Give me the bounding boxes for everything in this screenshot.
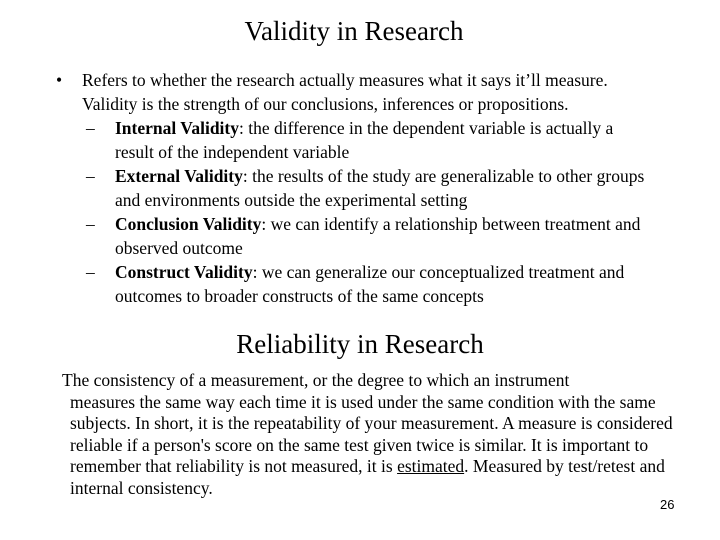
page-number: 26: [660, 497, 675, 512]
sub-desc: : the difference in the dependent variable is actually a result of the independent variable: [115, 118, 614, 162]
sub-desc: : we can identify a relationship between treatment and observed outcome: [115, 214, 641, 258]
sub-bullet-external: [56, 164, 656, 212]
sub-term: Construct Validity: [115, 262, 253, 282]
bullet-dot-icon: •: [56, 70, 63, 90]
sub-term: Conclusion Validity: [115, 214, 262, 234]
para-text: measures the same way each time it is used under the same condition with the same subjects. In short, it is the repeatability of your measurement. A measure is considered reliable if a person's score on the same test given twice is similar. It is important to remember that reliability is not measured, it is: [70, 391, 673, 476]
sub-term: Internal Validity: [115, 118, 239, 138]
main-bullet-text: Refers to whether the research actually measures what it says it’ll measure. Validity is the strength of our conclusions, inferences or propositions.: [82, 70, 608, 114]
sub-term: External Validity: [115, 166, 243, 186]
dash-icon: –: [86, 166, 95, 186]
sub-bullet-internal: [56, 116, 656, 164]
main-bullet: [56, 68, 656, 116]
validity-bullet-list: [56, 68, 656, 308]
reliability-paragraph: [62, 370, 702, 499]
dash-icon: –: [86, 118, 95, 138]
sub-desc: : we can generalize our conceptualized treatment and outcomes to broader constructs of the same concepts: [115, 262, 625, 306]
sub-bullet-construct: [56, 260, 656, 308]
sub-bullet-conclusion: [56, 212, 656, 260]
para-first-line: The consistency of a measurement, or the degree to which an instrument: [62, 370, 570, 390]
underlined-word: estimated: [397, 456, 465, 476]
slide-title: Validity in Research: [244, 16, 464, 46]
dash-icon: –: [86, 214, 95, 234]
dash-icon: –: [86, 262, 95, 282]
sub-desc: : the results of the study are generalizable to other groups and environments outside the experimental setting: [115, 166, 645, 210]
para-text-end: . Measured by test/retest and internal consistency.: [70, 456, 665, 498]
section-title-reliability: Reliability in Research: [236, 329, 484, 359]
